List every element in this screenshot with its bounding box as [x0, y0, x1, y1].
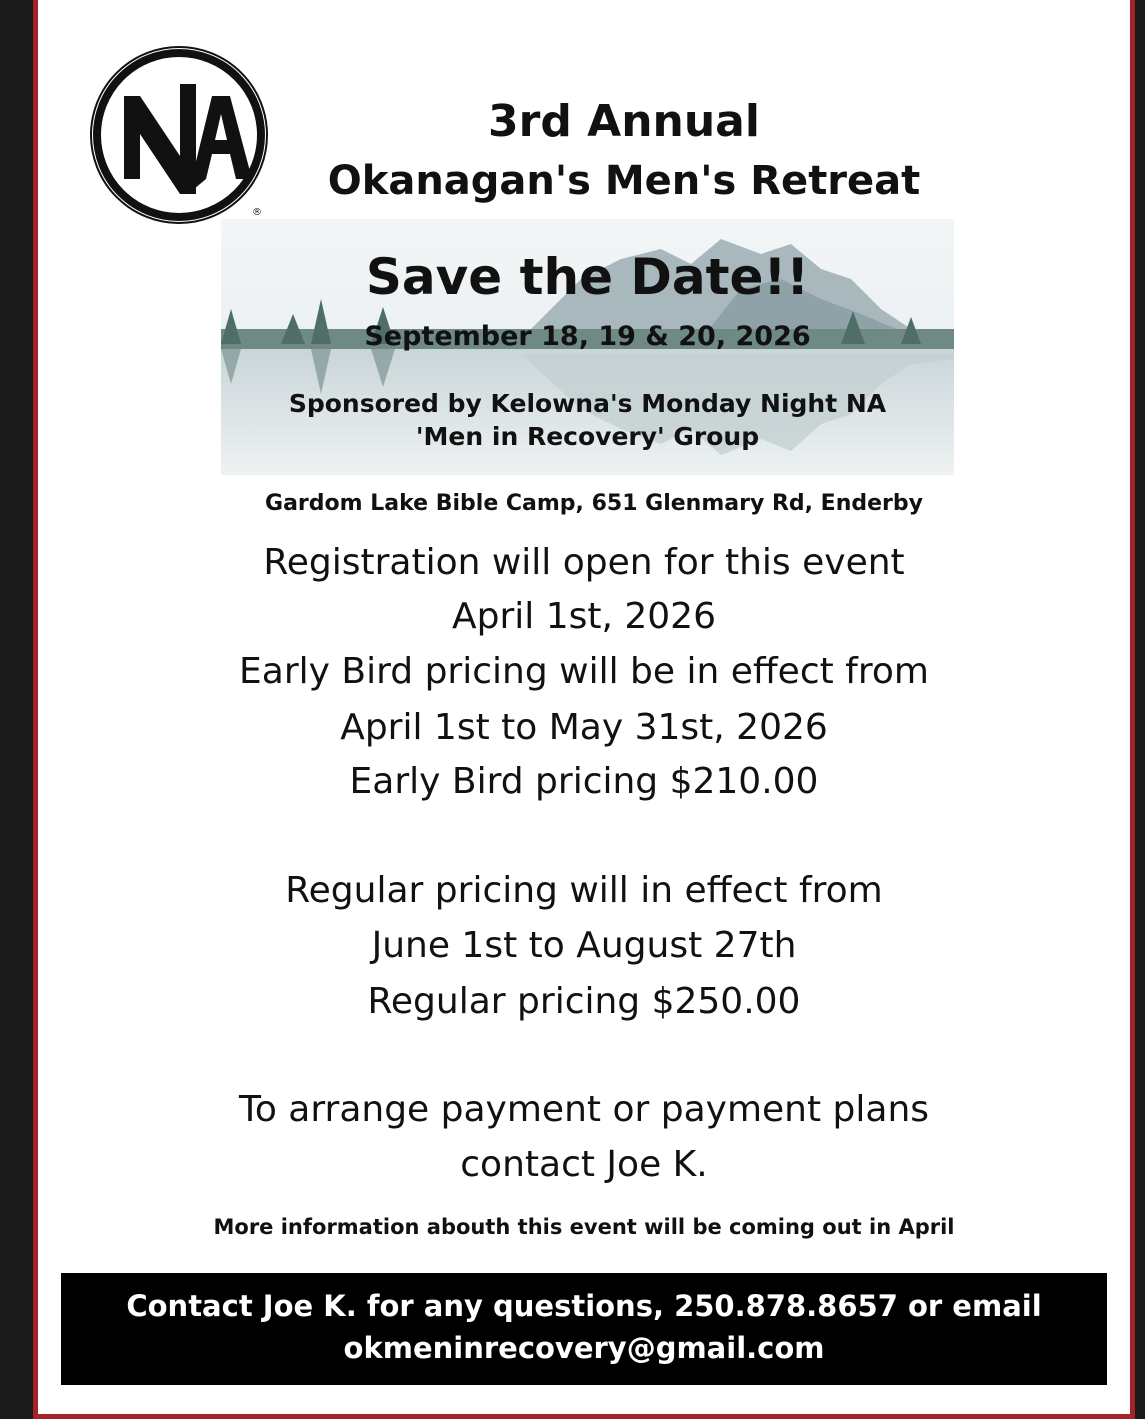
body-line: April 1st to May 31st, 2026 [340, 707, 828, 748]
body-line: Regular pricing $250.00 [367, 981, 801, 1022]
sponsor-line-2: 'Men in Recovery' Group [415, 422, 760, 451]
body-line: Registration will open for this event [263, 542, 905, 583]
body-line: April 1st, 2026 [451, 596, 716, 637]
contact-email[interactable]: okmeninrecovery@gmail.com [343, 1331, 825, 1365]
header-line-1: 3rd Annual [488, 96, 760, 147]
sponsor-line-1: Sponsored by Kelowna's Monday Night NA [288, 389, 887, 418]
event-dates: September 18, 19 & 20, 2026 [364, 321, 811, 352]
more-info-note: More information abouth this event will be coming out in April [213, 1215, 955, 1239]
body-line: Regular pricing will in effect from [285, 870, 883, 911]
body-line: June 1st to August 27th [371, 925, 797, 966]
body-line: contact Joe K. [460, 1144, 708, 1185]
flyer-page [33, 0, 1135, 1419]
contact-bar [61, 1273, 1107, 1385]
contact-line-1: Contact Joe K. for any questions, 250.878.8657 or email [126, 1289, 1042, 1323]
venue-address: Gardom Lake Bible Camp, 651 Glenmary Rd, Enderby [265, 491, 923, 516]
save-the-date-headline: Save the Date!! [365, 248, 810, 306]
registered-mark: ® [252, 207, 262, 218]
body-line: Early Bird pricing will be in effect from [239, 651, 929, 692]
header-line-2: Okanagan's Men's Retreat [327, 158, 921, 204]
body-line: Early Bird pricing $210.00 [349, 761, 819, 802]
body-line: To arrange payment or payment plans [238, 1089, 930, 1130]
